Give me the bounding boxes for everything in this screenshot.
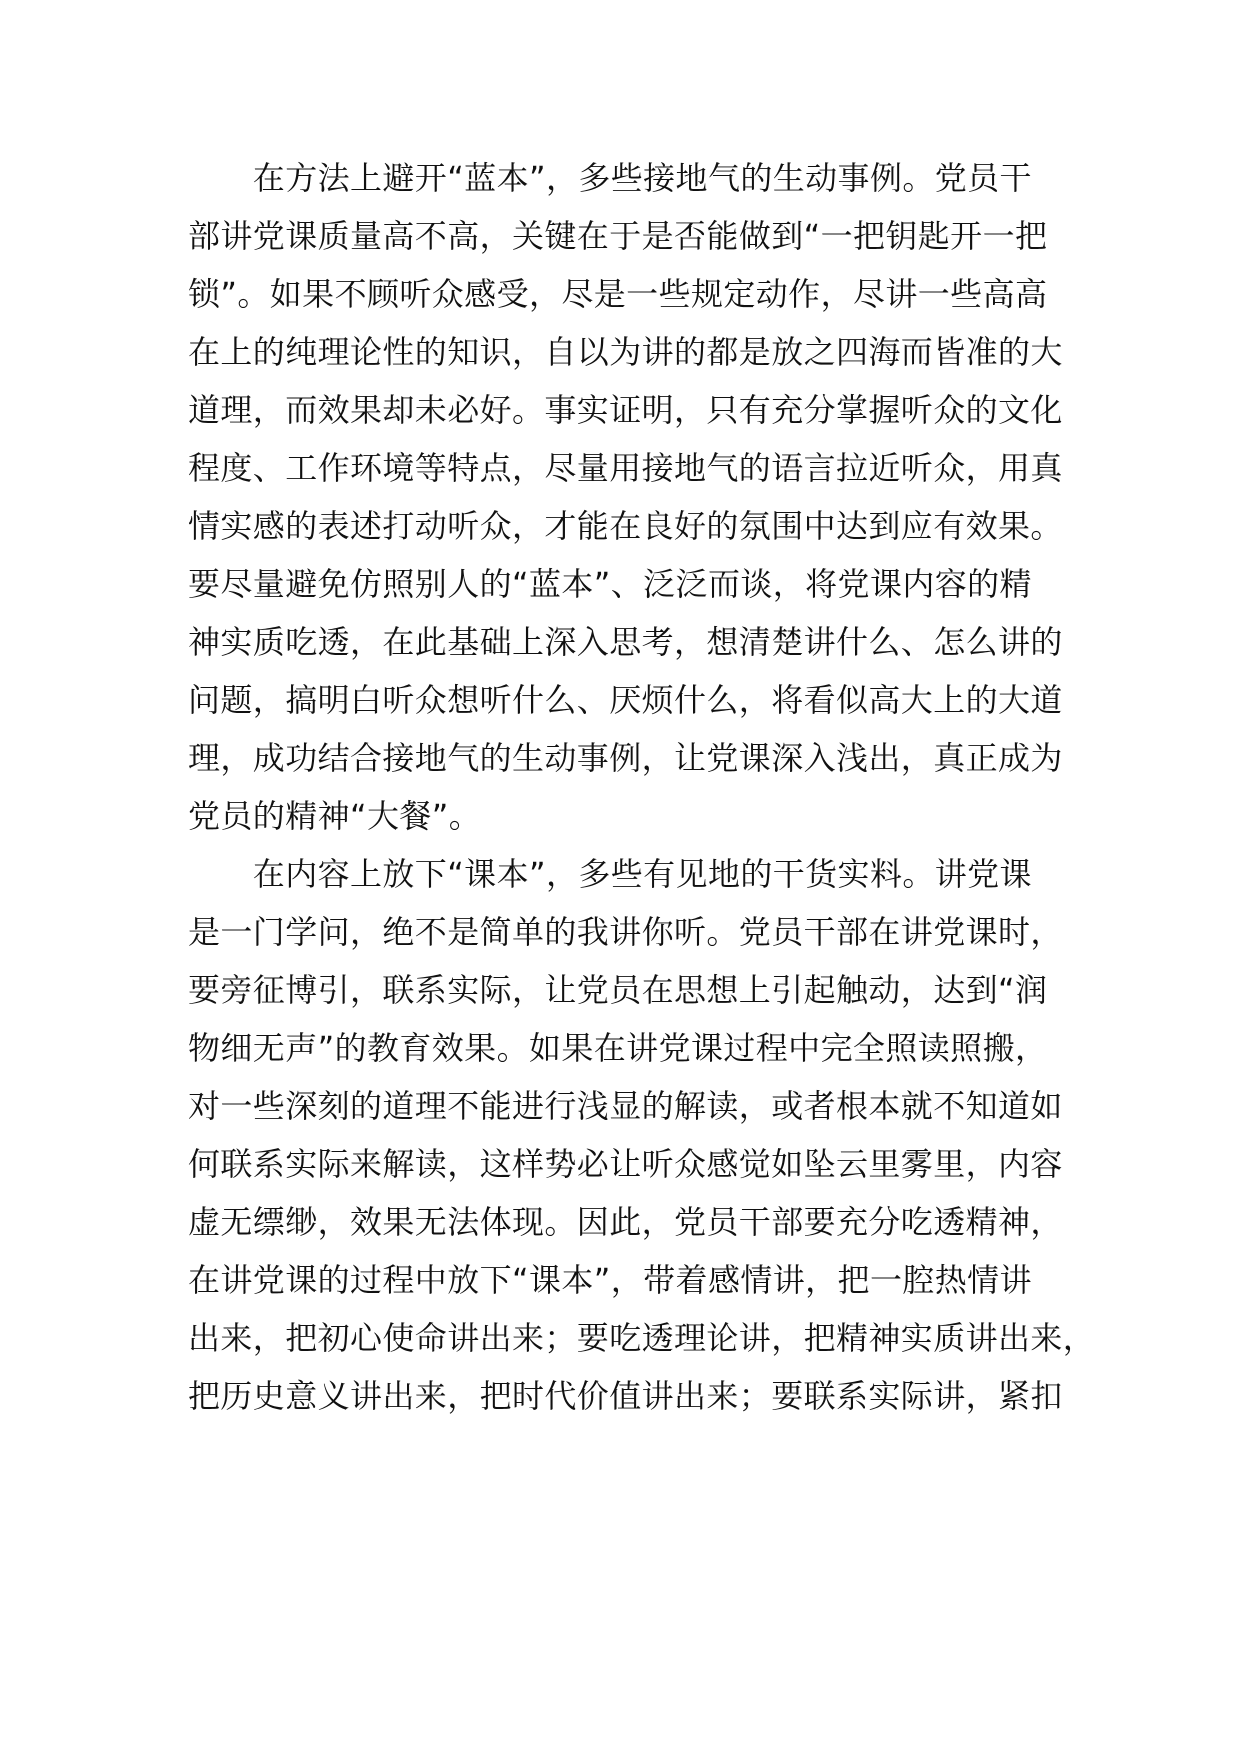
paragraph-1-line-9: 神实质吃透，在此基础上深入思考，想清楚讲什么、怎么讲的 <box>188 623 1063 661</box>
paragraph-2-line-6: 何联系实际来解读，这样势必让听众感觉如坠云里雾里，内容 <box>188 1145 1063 1183</box>
paragraph-1-line-12: 党员的精神“大餐”。 <box>188 797 482 835</box>
paragraph-2-line-5: 对一些深刻的道理不能进行浅显的解读，或者根本就不知道如 <box>188 1087 1063 1125</box>
paragraph-2-line-10: 把历史意义讲出来，把时代价值讲出来；要联系实际讲，紧扣 <box>188 1377 1063 1415</box>
paragraph-1-line-7: 情实感的表述打动听众，才能在良好的氛围中达到应有效果。 <box>188 507 1063 545</box>
paragraph-2-line-8: 在讲党课的过程中放下“课本”，带着感情讲，把一腔热情讲 <box>188 1261 1032 1299</box>
paragraph-2-line-7: 虚无缥缈，效果无法体现。因此，党员干部要充分吃透精神， <box>188 1203 1063 1241</box>
paragraph-2-line-2: 是一门学问，绝不是简单的我讲你听。党员干部在讲党课时， <box>188 913 1063 951</box>
paragraph-1-line-1: 在方法上避开“蓝本”，多些接地气的生动事例。党员干 <box>188 159 1032 197</box>
paragraph-1-line-5: 道理，而效果却未必好。事实证明，只有充分掌握听众的文化 <box>188 391 1063 429</box>
paragraph-1-line-3: 锁”。如果不顾听众感受，尽是一些规定动作，尽讲一些高高 <box>188 275 1048 313</box>
paragraph-2-line-9: 出来，把初心使命讲出来；要吃透理论讲，把精神实质讲出来， <box>188 1319 1096 1357</box>
paragraph-1-line-8: 要尽量避免仿照别人的“蓝本”、泛泛而谈，将党课内容的精 <box>188 565 1032 603</box>
paragraph-1-line-10: 问题，搞明白听众想听什么、厌烦什么，将看似高大上的大道 <box>188 681 1063 719</box>
paragraph-1-line-6: 程度、工作环境等特点，尽量用接地气的语言拉近听众，用真 <box>188 449 1063 487</box>
paragraph-2-line-1: 在内容上放下“课本”，多些有见地的干货实料。讲党课 <box>188 855 1032 893</box>
paragraph-2-line-4: 物细无声”的教育效果。如果在讲党课过程中完全照读照搬， <box>188 1029 1048 1067</box>
paragraph-1-line-11: 理，成功结合接地气的生动事例，让党课深入浅出，真正成为 <box>188 739 1063 777</box>
paragraph-1-line-4: 在上的纯理论性的知识，自以为讲的都是放之四海而皆准的大 <box>188 333 1063 371</box>
paragraph-2-line-3: 要旁征博引，联系实际，让党员在思想上引起触动，达到“润 <box>188 971 1048 1009</box>
paragraph-1-line-2: 部讲党课质量高不高，关键在于是否能做到“一把钥匙开一把 <box>188 217 1048 255</box>
